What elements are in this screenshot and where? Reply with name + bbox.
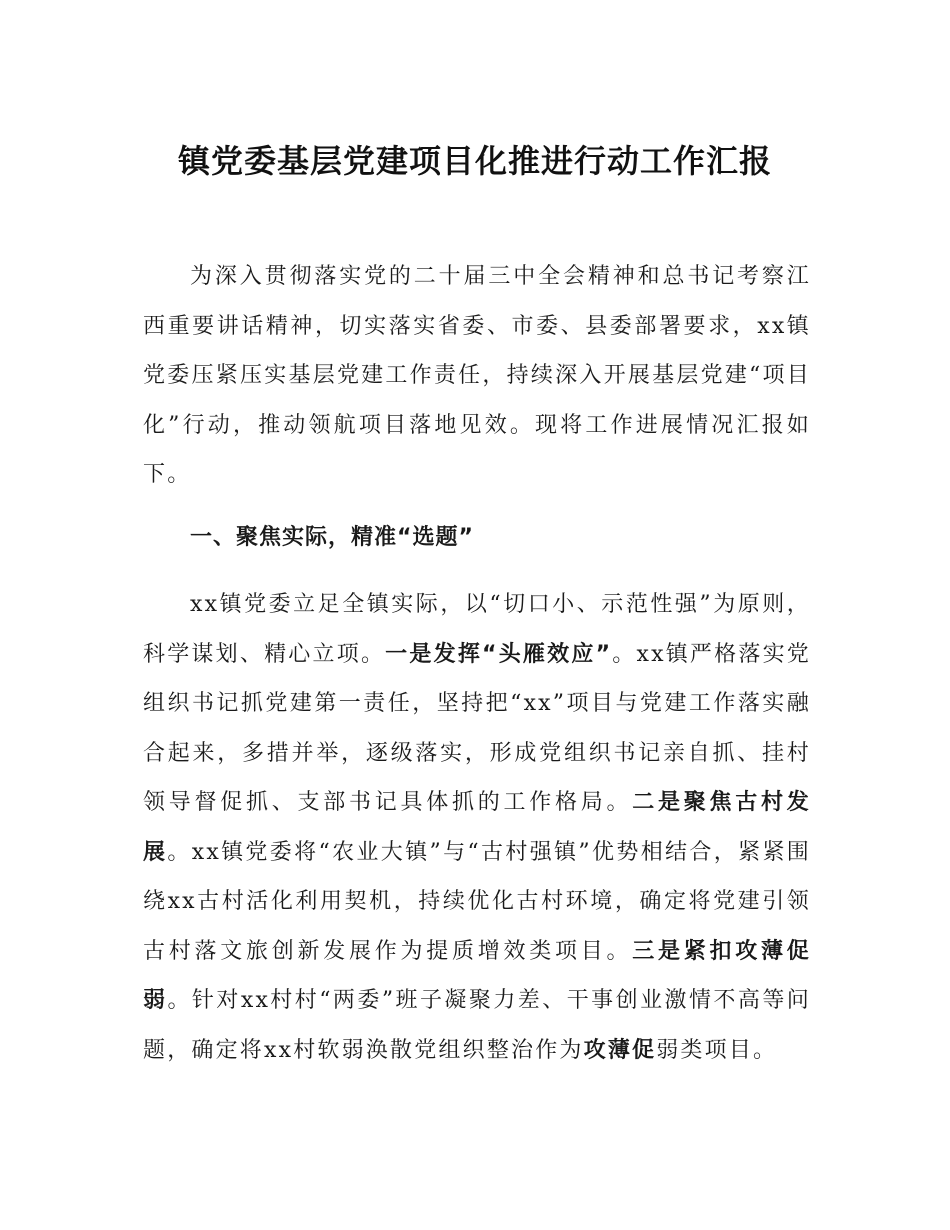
point-one-title: 一是发挥“头雁效应” — [385, 641, 613, 667]
point-one-text: 。xx镇严格落实党组织书记抓党建第一责任，坚持把“xx”项目与党建工作落实融合起来，多措并举，逐级落实，形成党组织书记亲自抓、挂村领导督促抓、支部书记具体抓的工作格局。 — [143, 641, 811, 815]
point-three-title: 三是紧扣攻薄促弱 — [143, 938, 811, 1013]
point-two-text: 。xx镇党委将“农业大镇”与“古村强镇”优势相结合，紧紧围绕xx古村活化利用契机，持续优化古村环境，确定将党建引领古村落文旅创新发展作为提质增效类项目。 — [143, 839, 812, 964]
point-three-text: 。针对xx村村“两委”班子凝聚力差、干事创业激情不高等问题，确定将xx村软弱涣散党组织整治作为 — [143, 988, 811, 1063]
section-body-paragraph — [143, 580, 811, 1075]
point-two-title: 二是聚焦古村发展 — [143, 790, 811, 865]
document-title: 镇党委基层党建项目化推进行动工作汇报 — [177, 142, 772, 181]
point-three-tail-bold: 攻薄促 — [583, 1037, 657, 1063]
intro-paragraph: 为深入贯彻落实党的二十届三中全会精神和总书记考察江西重要讲话精神，切实落实省委、市委、县委部署要求，xx镇党委压紧压实基层党建工作责任，持续深入开展基层党建“项目化”行动，推动领航项目落地见效。现将工作进展情况汇报如下。 — [143, 264, 811, 487]
section-heading: 一、聚焦实际，精准“选题” — [190, 525, 474, 550]
point-three-tail-text: 弱类项目。 — [656, 1037, 778, 1063]
paragraph-lead: xx镇党委立足全镇实际，以“切口小、示范性强”为原则，科学谋划、精心立项。 — [143, 592, 811, 667]
